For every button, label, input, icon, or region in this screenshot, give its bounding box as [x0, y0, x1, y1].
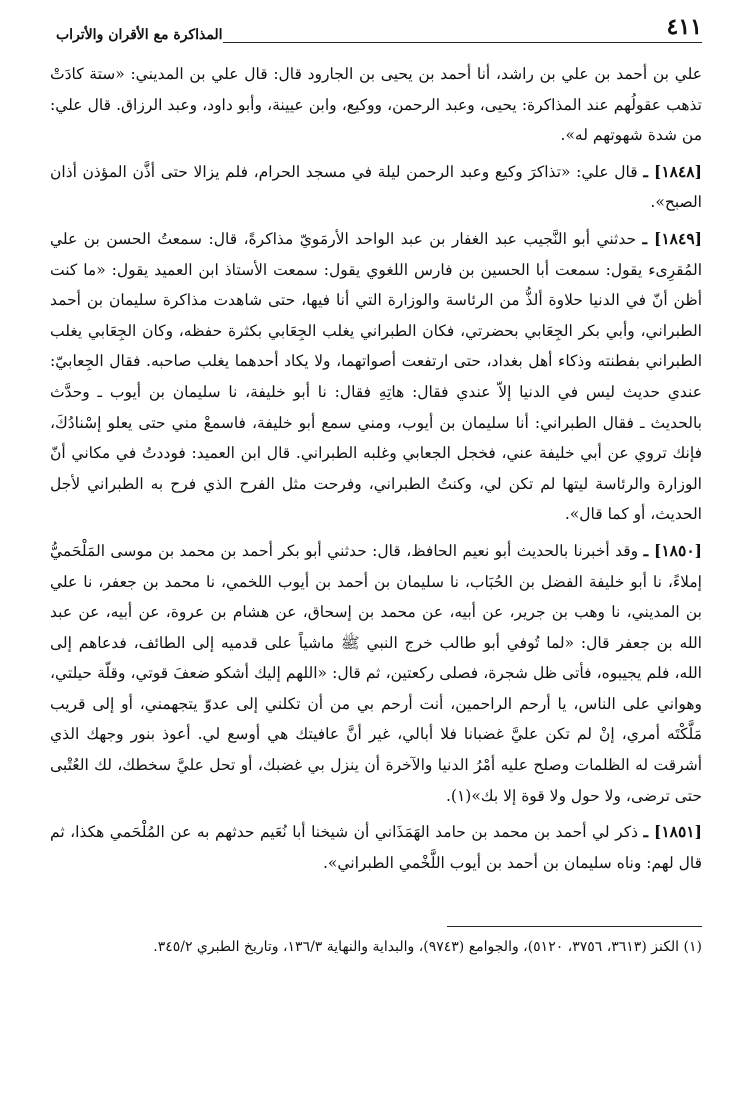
paragraph-1849 [50, 224, 702, 530]
paragraph-1850 [50, 536, 702, 811]
hadith-number: [١٨٥١] ـ [643, 822, 702, 842]
footnote-1: (١) الكنز (٣٦١٣، ٣٧٥٦، ٥١٢٠)، والجوامع (٩٧٤٣)، والبداية والنهاية ١٣٦/٣، وتاريخ الطبري ٣٤٥/٢. [153, 939, 702, 956]
page-body [50, 59, 702, 878]
paragraph-text: علي بن أحمد بن علي بن راشد، أنا أحمد بن يحيى بن الجارود قال: قال علي بن المديني: «ستة كادَتْ تذهب عقولُهم عند المذاكرة: يحيى، وعبد الرحمن، ووكيع، وابن عيينة، وأبو داود، وعبد الرزاق. قال علي: من شدة شهوتهم له». [50, 65, 702, 145]
paragraph-1848 [50, 157, 702, 218]
footnote-divider [447, 926, 702, 927]
paragraph-text: ذكر لي أحمد بن محمد بن حامد الهَمَذَاني أن شيخنا أبا نُعَيم حدثهم به عن المُلْحَمي هكذا، ثم قال لهم: وناه سليمان بن أحمد بن أيوب اللَّخْمي الطبراني». [50, 823, 702, 872]
paragraph-1851 [50, 817, 702, 878]
running-title: المذاكرة مع الأقران والأتراب [50, 27, 223, 43]
hadith-number: [١٨٥٠] ـ [643, 540, 702, 560]
page-number: ٤١١ [666, 14, 702, 40]
book-page [50, 6, 702, 967]
hadith-number: [١٨٤٨] ـ [643, 161, 702, 181]
paragraph-text: وقد أخبرنا بالحديث أبو نعيم الحافظ، قال: حدثني أبو بكر أحمد بن محمد بن موسى المَلْحَميُّ إملاءً، نا أبو خليفة الفضل بن الحُبَاب، نا سليمان بن أحمد بن أيوب اللخمي، نا محمد بن جعفر، نا علي بن المديني، نا وهب بن جرير، عن أبيه، عن محمد بن إسحاق، عن هشام بن عروة، عن أبيه، عن عبد الله بن جعفر قال: «لما تُوفي أبو طالب خرج النبي ﷺ ماشياً على قدميه إلى الطائف، فدعاهم إلى الله، فلم يجيبوه، فأتى ظل شجرة، فصلى ركعتين، ثم قال: «اللهم إليك أشكو ضعفَ قوتي، وقلّة حيلتي، وهواني على الناس، يا أرحم الراحمين، أنت أرحم بي من أن تكلني إلى عدوّ يتجهمني، أو إلى قريب مَلَّكْتَه أمري، إنْ لم تكن عليَّ غضبانا فلا أبالي، غير أنَّ عافيتك هي أوسع لي. أعوذ بنور وجهك الذي أشرقت له الظلمات وصلح عليه أمْرُ الدنيا والآخرة أن ينزل بي غضبك، أو تحل عليَّ سخطك، لك العُتْبى حتى ترضى، ولا حول ولا قوة إلا بك»(١). [50, 541, 702, 805]
footnotes [50, 933, 702, 961]
hadith-number: [١٨٤٩] ـ [642, 228, 702, 248]
paragraph-continuation [50, 59, 702, 151]
page-header [50, 6, 702, 43]
paragraph-text: حدثني أبو النَّجيب عبد الغفار بن عبد الواحد الأرمَويّ مذاكرةً، قال: سمعتُ الحسن بن علي المُقرِىء يقول: سمعت أبا الحسين بن فارس اللغوي يقول: سمعت الأستاذ ابن العميد يقول: «ما كنت أظن أنّ في الدنيا حلاوة ألذُّ من الرئاسة والوزارة التي أنا فيها، حتى شاهدت مذاكرة سليمان بن أحمد الطبراني، وأبي بكر الجِعَابي بحضرتي، فكان الطبراني يغلب الجِعَابي بكثرة حفظه، وكان الجِعَابي يغلب الطبراني بفطنته وذكاء أهل بغداد، حتى ارتفعت أصواتهما، ولا يكاد أحدهما يغلب صاحبه. فقال الجِعابيّ: عندي حديث ليس في الدنيا إلاّ عندي فقال: هاتِهِ فقال: نا أبو خليفة، نا سليمان بن أيوب ـ وحدَّث بالحديث ـ فقال الطبراني: أنا سليمان بن أيوب، ومني سمع أبو خليفة، فاسمعْ مني حتى يعلو إسْنادُكَ، فإنك تروي عن أبي خليفة عني، فخجل الجعابي وغلبه الطبراني. قال ابن العميد: فوددتُ في مكاني أنّ الوزارة والرئاسة ليتها لم تكن لي، وكنتُ الطبراني، وفرحت مثل الفرح الذي فرح به الطبراني لأجل الحديث، أو كما قال». [50, 229, 702, 524]
paragraph-text: قال علي: «تذاكرَ وكيع وعبد الرحمن ليلة في مسجد الحرام، فلم يزالا حتى أذَّن المؤذن أذان الصبح». [50, 162, 702, 212]
